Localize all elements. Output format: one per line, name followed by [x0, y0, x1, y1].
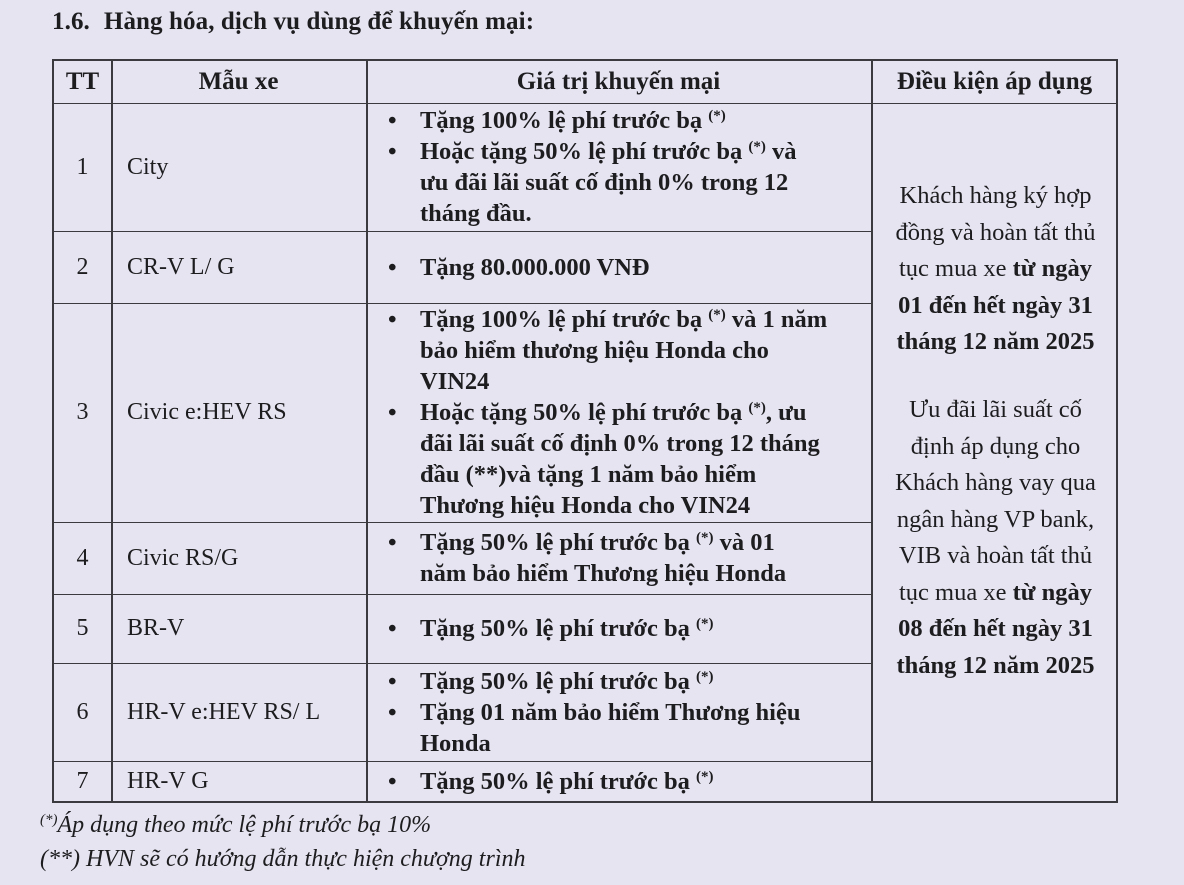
conditions-block-2: Ưu đãi lãi suất cố định áp dụng cho Khách hàng vay qua ngân hàng VP bank, VIB và hoàn tất thủ tục mua xe từ ngày 08 đến hết ngày 31 tháng 12 năm 2025	[895, 396, 1096, 679]
promo-item: • Tặng 50% lệ phí trước bạ (*) và 01 năm bảo hiểm Thương hiệu Honda	[386, 527, 871, 589]
conditions-block-1: Khách hàng ký hợp đồng và hoàn tất thủ tục mua xe từ ngày 01 đến hết ngày 31 tháng 12 năm 2025	[895, 182, 1096, 355]
section-number: 1.6.	[52, 8, 90, 35]
promo-item: • Hoặc tặng 50% lệ phí trước bạ (*) và ưu đãi lãi suất cố định 0% trong 12 tháng đầu.	[386, 136, 871, 229]
header-conditions: Điều kiện áp dụng	[896, 68, 1093, 95]
model-name: HR-V e:HEV RS/ L	[127, 698, 321, 725]
row-number: 2	[76, 253, 89, 280]
row-number: 3	[76, 399, 89, 425]
promo-cell	[366, 663, 871, 761]
promo-cell	[366, 594, 871, 663]
promo-item: • Hoặc tặng 50% lệ phí trước bạ (*), ưu đãi lãi suất cố định 0% trong 12 tháng đầu (**)và tặng 1 năm bảo hiểm Thương hiệu Honda cho VIN24	[386, 397, 871, 521]
promo-item: • Tặng 50% lệ phí trước bạ (*)	[386, 613, 871, 644]
promotion-table	[52, 59, 1118, 803]
header-model: Mẫu xe	[198, 68, 279, 95]
model-name: BR-V	[127, 615, 185, 641]
row-number: 1	[76, 153, 89, 180]
promo-cell	[366, 522, 871, 594]
promo-cell	[366, 303, 871, 522]
promo-item: • Tặng 80.000.000 VNĐ	[386, 252, 871, 283]
model-name: CR-V L/ G	[127, 253, 235, 280]
promo-cell	[366, 103, 871, 231]
header-tt: TT	[65, 68, 100, 95]
row-number: 5	[76, 615, 89, 641]
promo-cell	[366, 761, 871, 801]
promo-item: • Tặng 50% lệ phí trước bạ (*)	[386, 666, 871, 697]
promo-item: • Tặng 100% lệ phí trước bạ (*)	[386, 105, 871, 136]
section-heading	[52, 8, 534, 36]
row-number: 4	[76, 544, 89, 571]
promo-item: • Tặng 01 năm bảo hiểm Thương hiệu Honda	[386, 697, 871, 759]
promo-item: • Tặng 50% lệ phí trước bạ (*)	[386, 766, 871, 797]
row-number: 7	[76, 767, 89, 794]
section-title: Hàng hóa, dịch vụ dùng để khuyến mại:	[103, 8, 535, 35]
promo-cell	[366, 231, 871, 303]
row-number: 6	[76, 698, 89, 725]
footnote-1: (*)Áp dụng theo mức lệ phí trước bạ 10%	[40, 812, 432, 838]
model-name: HR-V G	[127, 767, 209, 794]
promo-item: • Tặng 100% lệ phí trước bạ (*) và 1 năm bảo hiểm thương hiệu Honda cho VIN24	[386, 304, 871, 397]
model-name: Civic RS/G	[127, 544, 239, 571]
footnote-2: (**) HVN sẽ có hướng dẫn thực hiện chượng trình	[40, 846, 526, 872]
model-name: City	[127, 153, 169, 180]
header-promo: Giá trị khuyến mại	[516, 68, 721, 95]
model-name: Civic e:HEV RS	[127, 399, 287, 425]
